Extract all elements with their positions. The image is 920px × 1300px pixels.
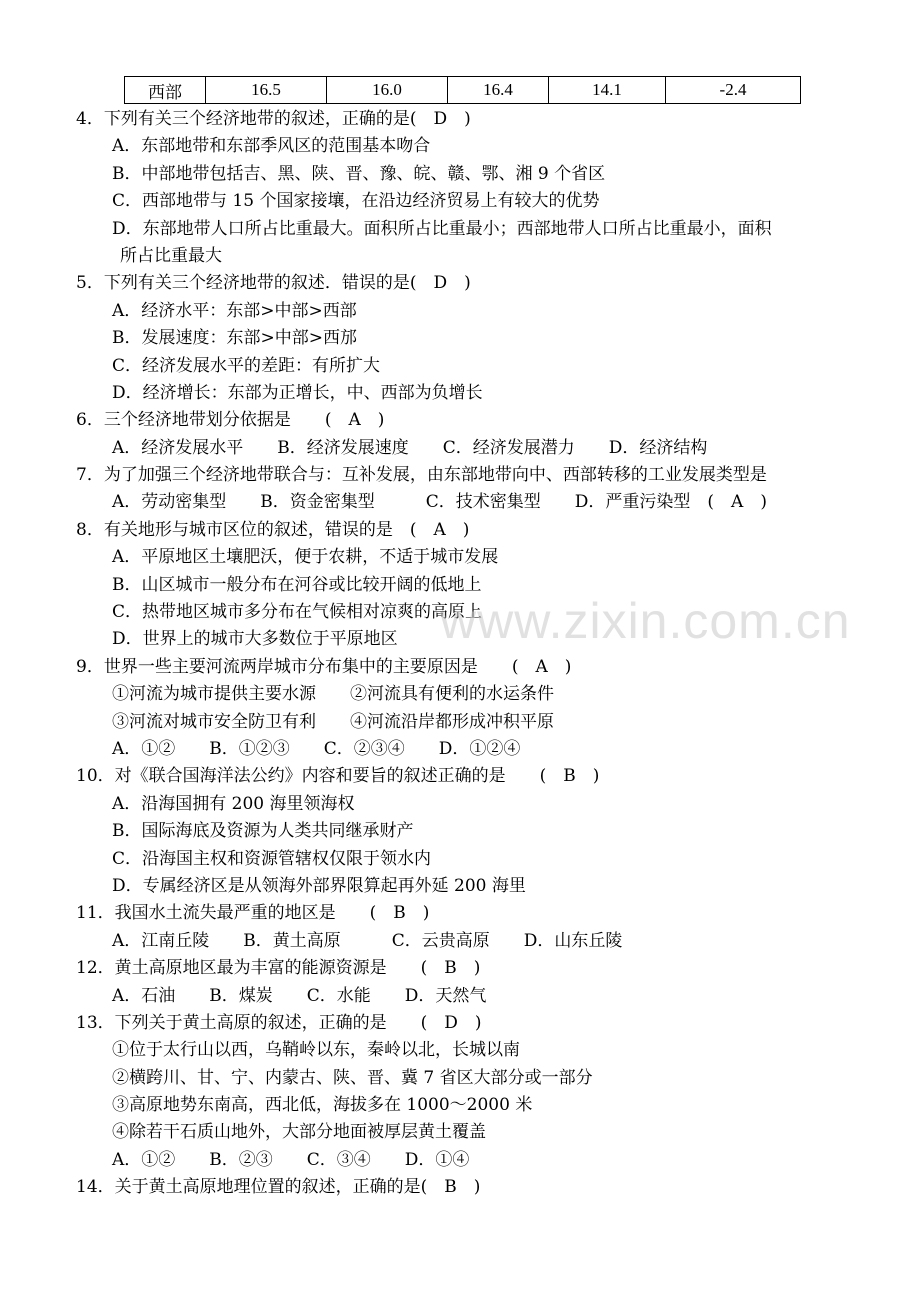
answer-option: B．中部地带包括吉、黑、陕、晋、豫、皖、赣、鄂、湘 9 个省区	[112, 163, 606, 184]
answer-option: D．世界上的城市大多数位于平原地区	[112, 629, 398, 650]
answer-option: ③河流对城市安全防卫有利 ④河流沿岸都形成冲积平原	[112, 711, 554, 732]
question-stem: 4．下列有关三个经济地带的叙述，正确的是( D )	[76, 109, 471, 129]
answer-option: D．经济增长：东部为正增长，中、西部为负增长	[112, 382, 483, 403]
table-row	[125, 77, 801, 104]
table-cell-region: 西部	[125, 77, 206, 104]
question-stem: 10．对《联合国海洋法公约》内容和要旨的叙述正确的是 ( B )	[76, 766, 600, 787]
answer-option: ①位于太行山以西，乌鞘岭以东，秦岭以北，长城以南	[112, 1040, 520, 1061]
answer-option: A．江南丘陵 B．黄土高原 C．云贵高原 D．山东丘陵	[112, 930, 623, 951]
answer-option: A．经济水平：东部>中部>西部	[112, 300, 357, 321]
table-cell: -2.4	[666, 77, 801, 104]
question-stem: 5．下列有关三个经济地带的叙述．错误的是( D )	[76, 273, 471, 294]
watermark: www.zixin.com.cn	[440, 593, 851, 649]
answer-option: A．劳动密集型 B．资金密集型 C．技术密集型 D．严重污染型 ( A )	[112, 492, 767, 513]
answer-option: C．西部地带与 15 个国家接壤，在沿边经济贸易上有较大的优势	[112, 191, 600, 212]
data-table	[124, 76, 801, 104]
question-stem: 13．下列关于黄土高原的叙述，正确的是 ( D )	[76, 1012, 482, 1033]
answer-option: A．①② B．②③ C．③④ D．①④	[112, 1149, 470, 1170]
answer-option: D．东部地带人口所占比重最大。面积所占比重最小；西部地带人口所占比重最小，面积	[112, 218, 772, 239]
question-stem: 7．为了加强三个经济地带联合与：互补发展，由东部地带向中、西部转移的工业发展类型是	[76, 465, 767, 486]
continuation-text: 所占比重最大	[120, 245, 222, 266]
answer-option: A．东部地带和东部季风区的范围基本吻合	[112, 136, 431, 157]
answer-option: C．经济发展水平的差距：有所扩大	[112, 355, 381, 376]
answer-option: A．经济发展水平 B．经济发展速度 C．经济发展潜力 D．经济结构	[112, 437, 708, 458]
answer-option: D．专属经济区是从领海外部界限算起再外延 200 海里	[112, 875, 526, 896]
question-stem: 12．黄土高原地区最为丰富的能源资源是 ( B )	[76, 958, 481, 979]
answer-option: B．发展速度：东部>中部>西邡	[112, 328, 357, 349]
answer-option: C．热带地区城市多分布在气候相对凉爽的高原上	[112, 602, 483, 623]
answer-option: A．沿海国拥有 200 海里领海权	[112, 793, 355, 814]
question-stem: 11．我国水土流失最严重的地区是 ( B )	[76, 903, 430, 924]
answer-option: A．石油 B．煤炭 C．水能 D．天然气	[112, 985, 487, 1006]
answer-option: C．沿海国主权和资源管辖权仅限于领水内	[112, 848, 432, 869]
answer-option: A．平原地区土壤肥沃，便于农耕，不适于城市发展	[112, 547, 499, 568]
answer-option: ④除若干石质山地外，大部分地面被厚层黄土覆盖	[112, 1122, 486, 1143]
answer-option: ①河流为城市提供主要水源 ②河流具有便利的水运条件	[112, 684, 554, 705]
answer-option: A．①② B．①②③ C．②③④ D．①②④	[112, 738, 521, 759]
question-stem: 14．关于黄土高原地理位置的叙述，正确的是( B )	[76, 1177, 481, 1198]
question-stem: 8．有关地形与城市区位的叙述，错误的是 ( A )	[76, 519, 470, 540]
table-cell: 16.0	[327, 77, 448, 104]
answer-option: ②横跨川、甘、宁、内蒙古、陕、晋、冀 7 省区大部分或一部分	[112, 1067, 593, 1088]
answer-option: B．国际海底及资源为人类共同继承财产	[112, 821, 414, 842]
table-cell: 14.1	[549, 77, 666, 104]
question-stem: 6．三个经济地带划分依据是 ( A )	[76, 410, 385, 431]
table-cell: 16.5	[206, 77, 327, 104]
table-cell: 16.4	[448, 77, 549, 104]
answer-option: ③高原地势东南高，西北低，海拔多在 1000～2000 米	[112, 1095, 533, 1116]
question-stem: 9．世界一些主要河流两岸城市分布集中的主要原因是 ( A )	[76, 656, 572, 677]
question-list	[76, 106, 856, 1202]
answer-option: B．山区城市一般分布在河谷或比较开阔的低地上	[112, 574, 482, 595]
